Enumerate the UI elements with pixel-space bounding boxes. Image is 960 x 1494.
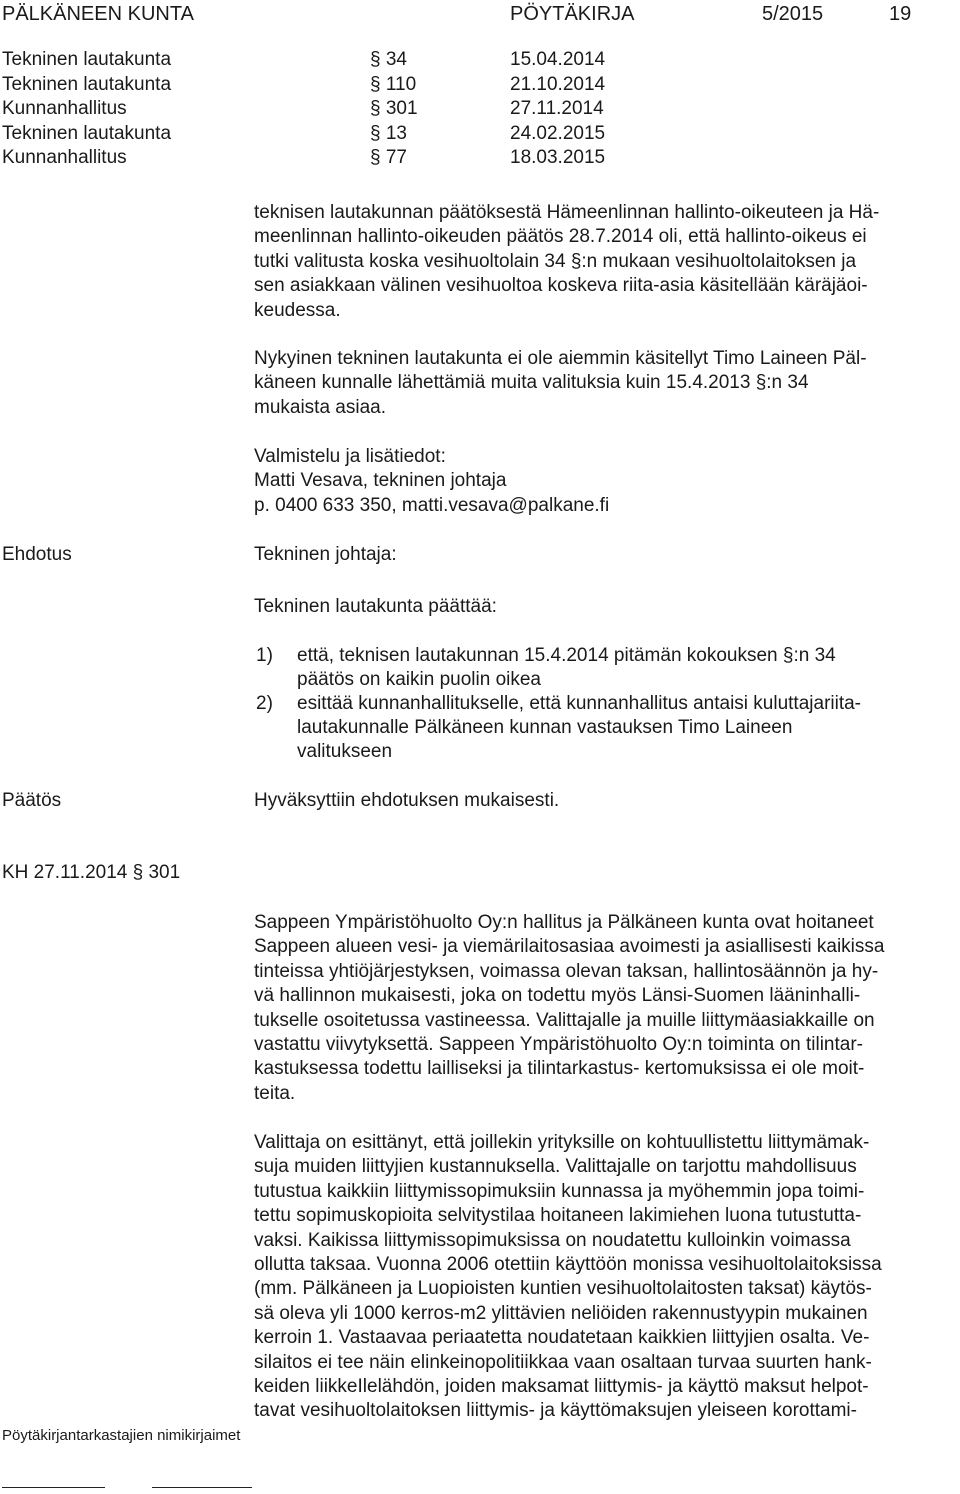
proposal-intro: Tekninen lautakunta päättää:: [254, 596, 497, 617]
text-line: Nykyinen tekninen lautakunta ei ole aiemmin käsitellyt Timo Laineen Päl-: [254, 348, 867, 369]
list-item-text: esittää kunnanhallitukselle, että kunnanhallitus antaisi kuluttajariita-: [297, 693, 862, 714]
text-line: silaitos ei tee näin elinkeinopolitiikkaa vaan osaltaan turvaa suurten hank-: [254, 1351, 872, 1373]
text-line: teknisen lautakunnan päätöksestä Hämeenlinnan hallinto-oikeuteen ja Hä-: [254, 202, 880, 223]
page-number: 19: [889, 3, 912, 25]
text-line: keiden liikkeIlelähdön, joiden maksamat liittymis- ja käyttö maksut helpot-: [254, 1376, 869, 1398]
list-item-number: 1): [256, 645, 273, 666]
text-line: tettu sopimuskopioita selvitystilaa hoitaneen lakimiehen luona tutustutta-: [254, 1205, 862, 1227]
text-line: tinteissa yhtiöjärjestyksen, voimassa olevan taksan, hallintosäännön ja hy-: [254, 960, 879, 982]
text-line: vastattu viivytyksettä. Sappeen Ympäristöhuolto Oy:n toiminta on tilintar-: [254, 1034, 864, 1056]
text-line: tutustua kaikkiin liittymissopimuksiin kunnassa ja myöhemmin jopa toimi-: [254, 1180, 865, 1202]
meeting-date: 27.11.2014: [510, 98, 604, 119]
text-line: vaksi. Kaikissa liittymissopimuksissa on noudatettu kulloinkin voimassa: [254, 1229, 851, 1251]
text-line: vä hallinnon mukaisesti, joka on todettu myös Länsi-Suomen lääninhalli-: [254, 985, 861, 1007]
signature-line: [2, 1487, 105, 1488]
meeting-date: 18.03.2015: [510, 147, 606, 168]
text-line: kerroin 1. Vastaavaa periaatetta noudatetaan kaikkien liittyjien osalta. Ve-: [254, 1327, 870, 1349]
meeting-body: Tekninen lautakunta: [2, 123, 172, 144]
decision-label: Päätös: [2, 790, 62, 811]
list-item-number: 2): [256, 693, 273, 714]
list-item-text: valitukseen: [297, 741, 393, 762]
text-line: kastuksessa todettu lailliseksi ja tilintarkastus- kertomuksissa ei ole moit-: [254, 1058, 865, 1080]
text-line: Sappeen alueen vesi- ja viemärilaitosasiaa avoimesti ja asiallisesti kaikissa: [254, 936, 885, 958]
contact-info: [254, 445, 954, 518]
issue-number: 5/2015: [762, 3, 824, 25]
text-line: sen asiakkaan välinen vesihuoltoa koskeva riita-asia käsitellään käräjäoi-: [254, 275, 868, 297]
signature-line: [152, 1487, 252, 1488]
meeting-date: 15.04.2014: [510, 49, 606, 70]
decision-text: Hyväksyttiin ehdotuksen mukaisesti.: [254, 790, 560, 811]
text-line: sä oleva yli 1000 kerros-m2 ylittävien neliöiden rakennustyypin mukainen: [254, 1302, 868, 1324]
municipality-name: PÄLKÄNEEN KUNTA: [2, 3, 194, 25]
meeting-section: § 301: [370, 98, 418, 119]
text-line: keudessa.: [254, 299, 341, 321]
section-heading: KH 27.11.2014 § 301: [2, 862, 181, 883]
text-line: Sappeen Ympäristöhuolto Oy:n hallitus ja Pälkäneen kunta ovat hoitaneet: [254, 912, 874, 933]
signers-label: Pöytäkirjantarkastajien nimikirjaimet: [2, 1427, 241, 1444]
meeting-body: Tekninen lautakunta: [2, 49, 172, 70]
contact-details: p. 0400 633 350, matti.vesava@palkane.fi: [254, 494, 610, 516]
meeting-section: § 34: [370, 49, 407, 70]
text-line: meenlinnan hallinto-oikeuden päätös 28.7.2014 oli, että hallinto-oikeus ei: [254, 226, 867, 248]
text-line: teita.: [254, 1082, 296, 1104]
meeting-section: § 77: [370, 147, 407, 168]
meeting-section: § 110: [370, 74, 417, 95]
text-line: (mm. Pälkäneen ja Luopioisten kuntien vesihuoltolaitosten taksat) käytös-: [254, 1278, 872, 1300]
proposer: Tekninen johtaja:: [254, 544, 397, 565]
meeting-date: 24.02.2015: [510, 123, 606, 144]
meeting-section: § 13: [370, 123, 407, 144]
text-line: tutki valitusta koska vesihuoltolain 34 §:n mukaan vesihuoltolaitoksen ja: [254, 250, 857, 272]
sappee-paragraph: [254, 911, 954, 1106]
text-line: käneen kunnalle lähettämiä muita valituksia kuin 15.4.2013 §:n 34: [254, 372, 809, 394]
list-item-text: lautakunnalle Pälkäneen kunnan vastauksen Timo Laineen: [297, 717, 793, 738]
document-type: PÖYTÄKIRJA: [510, 3, 635, 25]
contact-person: Matti Vesava, tekninen johtaja: [254, 470, 507, 492]
contact-heading: Valmistelu ja lisätiedot:: [254, 446, 446, 467]
list-item-text: päätös on kaikin puolin oikea: [297, 669, 542, 690]
connection-fees-paragraph: [254, 1131, 954, 1424]
appeal-background-paragraph: [254, 201, 954, 323]
text-line: mukaista asiaa.: [254, 396, 387, 418]
current-board-paragraph: [254, 347, 954, 420]
meeting-date: 21.10.2014: [510, 74, 606, 95]
proposal-label: Ehdotus: [2, 544, 72, 565]
meeting-body: Kunnanhallitus: [2, 147, 127, 168]
meeting-body: Kunnanhallitus: [2, 98, 127, 119]
text-line: tukselle osoitetussa vastineessa. Valittajalle ja muille liittymäasiakkaille on: [254, 1009, 875, 1031]
list-item-text: että, teknisen lautakunnan 15.4.2014 pitämän kokouksen §:n 34: [297, 645, 836, 666]
text-line: suja muiden liittyjien kustannuksella. Valittajalle on tarjottu mahdollisuus: [254, 1156, 857, 1178]
text-line: tavat vesihuoltolaitoksen liittymis- ja käyttömaksujen yleiseen korottami-: [254, 1400, 857, 1422]
text-line: ollutta taksaa. Vuonna 2006 otettiin käyttöön monissa vesihuoltolaitoksissa: [254, 1254, 882, 1276]
meeting-body: Tekninen lautakunta: [2, 74, 172, 95]
text-line: Valittaja on esittänyt, että joillekin yrityksille on kohtuullistettu liittymämak-: [254, 1132, 870, 1153]
